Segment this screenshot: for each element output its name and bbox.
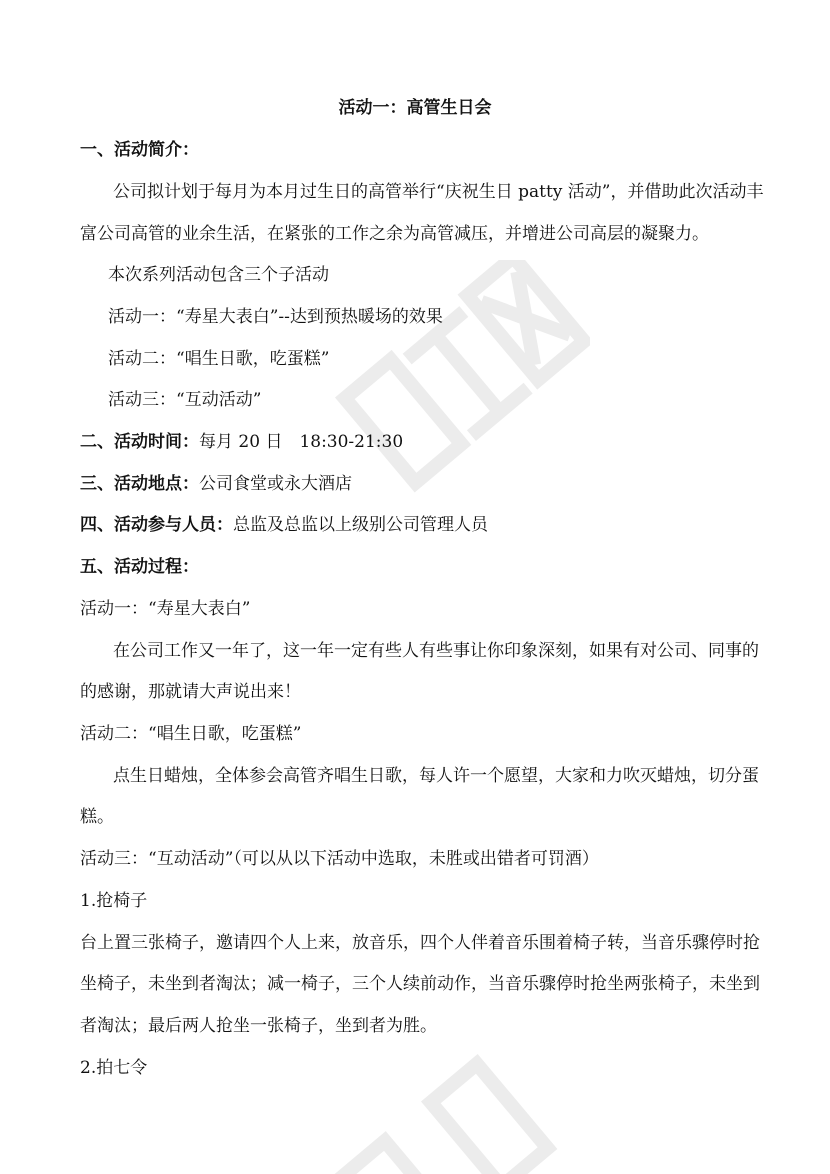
process-heading: 五、活动过程： — [80, 557, 199, 577]
time-label: 二、活动时间： — [80, 432, 199, 452]
time-value: 每月 20 日 18:30-21:30 — [199, 432, 404, 452]
activity-2-line-1: 点生日蜡烛，全体参会高管齐唱生日歌，每人许一个愿望，大家和力吹灭蜡烛，切分蛋 — [113, 766, 759, 786]
place-label: 三、活动地点： — [80, 474, 199, 494]
activity-1-line-1: 在公司工作又一年了，这一年一定有些人有些事让你印象深刻，如果有对公司、同事的 — [113, 641, 759, 661]
participants-label: 四、活动参与人员： — [80, 515, 233, 535]
activity-3-title: 活动三：“互动活动”（可以从以下活动中选取，未胜或出错者可罚酒） — [80, 849, 599, 869]
game-1-line-3: 者淘汰；最后两人抢坐一张椅子，坐到者为胜。 — [80, 1016, 437, 1036]
participants-row — [80, 514, 488, 536]
activity-2-title: 活动二：“唱生日歌，吃蛋糕” — [80, 724, 302, 744]
game-1-line-2: 坐椅子，未坐到者淘汰；减一椅子，三个人续前动作，当音乐骤停时抢坐两张椅子，未坐到 — [80, 974, 760, 994]
game-2-title: 2.拍七令 — [80, 1058, 148, 1078]
series-intro: 本次系列活动包含三个子活动 — [108, 265, 329, 285]
activity-2-line-2: 糕。 — [80, 807, 114, 827]
time-row — [80, 431, 403, 453]
intro-paragraph-line-1: 公司拟计划于每月为本月过生日的高管举行“庆祝生日 patty 活动”，并借助此次活动丰 — [113, 182, 764, 202]
sub-activity-2: 活动二：“唱生日歌，吃蛋糕” — [108, 349, 330, 369]
place-row — [80, 473, 352, 495]
game-1-line-1: 台上置三张椅子，邀请四个人上来，放音乐，四个人伴着音乐围着椅子转，当音乐骤停时抢 — [80, 933, 760, 953]
intro-heading: 一、活动简介： — [80, 140, 199, 160]
page-title: 活动一：高管生日会 — [338, 98, 492, 118]
watermark-stamp-icon — [330, 260, 590, 500]
watermark-stamp-icon-lower — [290, 1040, 590, 1174]
sub-activity-1: 活动一：“寿星大表白”--达到预热暖场的效果 — [108, 307, 443, 327]
place-value: 公司食堂或永大酒店 — [199, 474, 352, 494]
game-1-title: 1.抢椅子 — [80, 891, 148, 911]
activity-1-title: 活动一：“寿星大表白” — [80, 599, 251, 619]
activity-1-line-2: 的感谢，那就请大声说出来！ — [80, 682, 301, 702]
intro-paragraph-line-2: 富公司高管的业余生活，在紧张的工作之余为高管减压，并增进公司高层的凝聚力。 — [80, 224, 709, 244]
sub-activity-3: 活动三：“互动活动” — [108, 390, 262, 410]
participants-value: 总监及总监以上级别公司管理人员 — [233, 515, 488, 535]
